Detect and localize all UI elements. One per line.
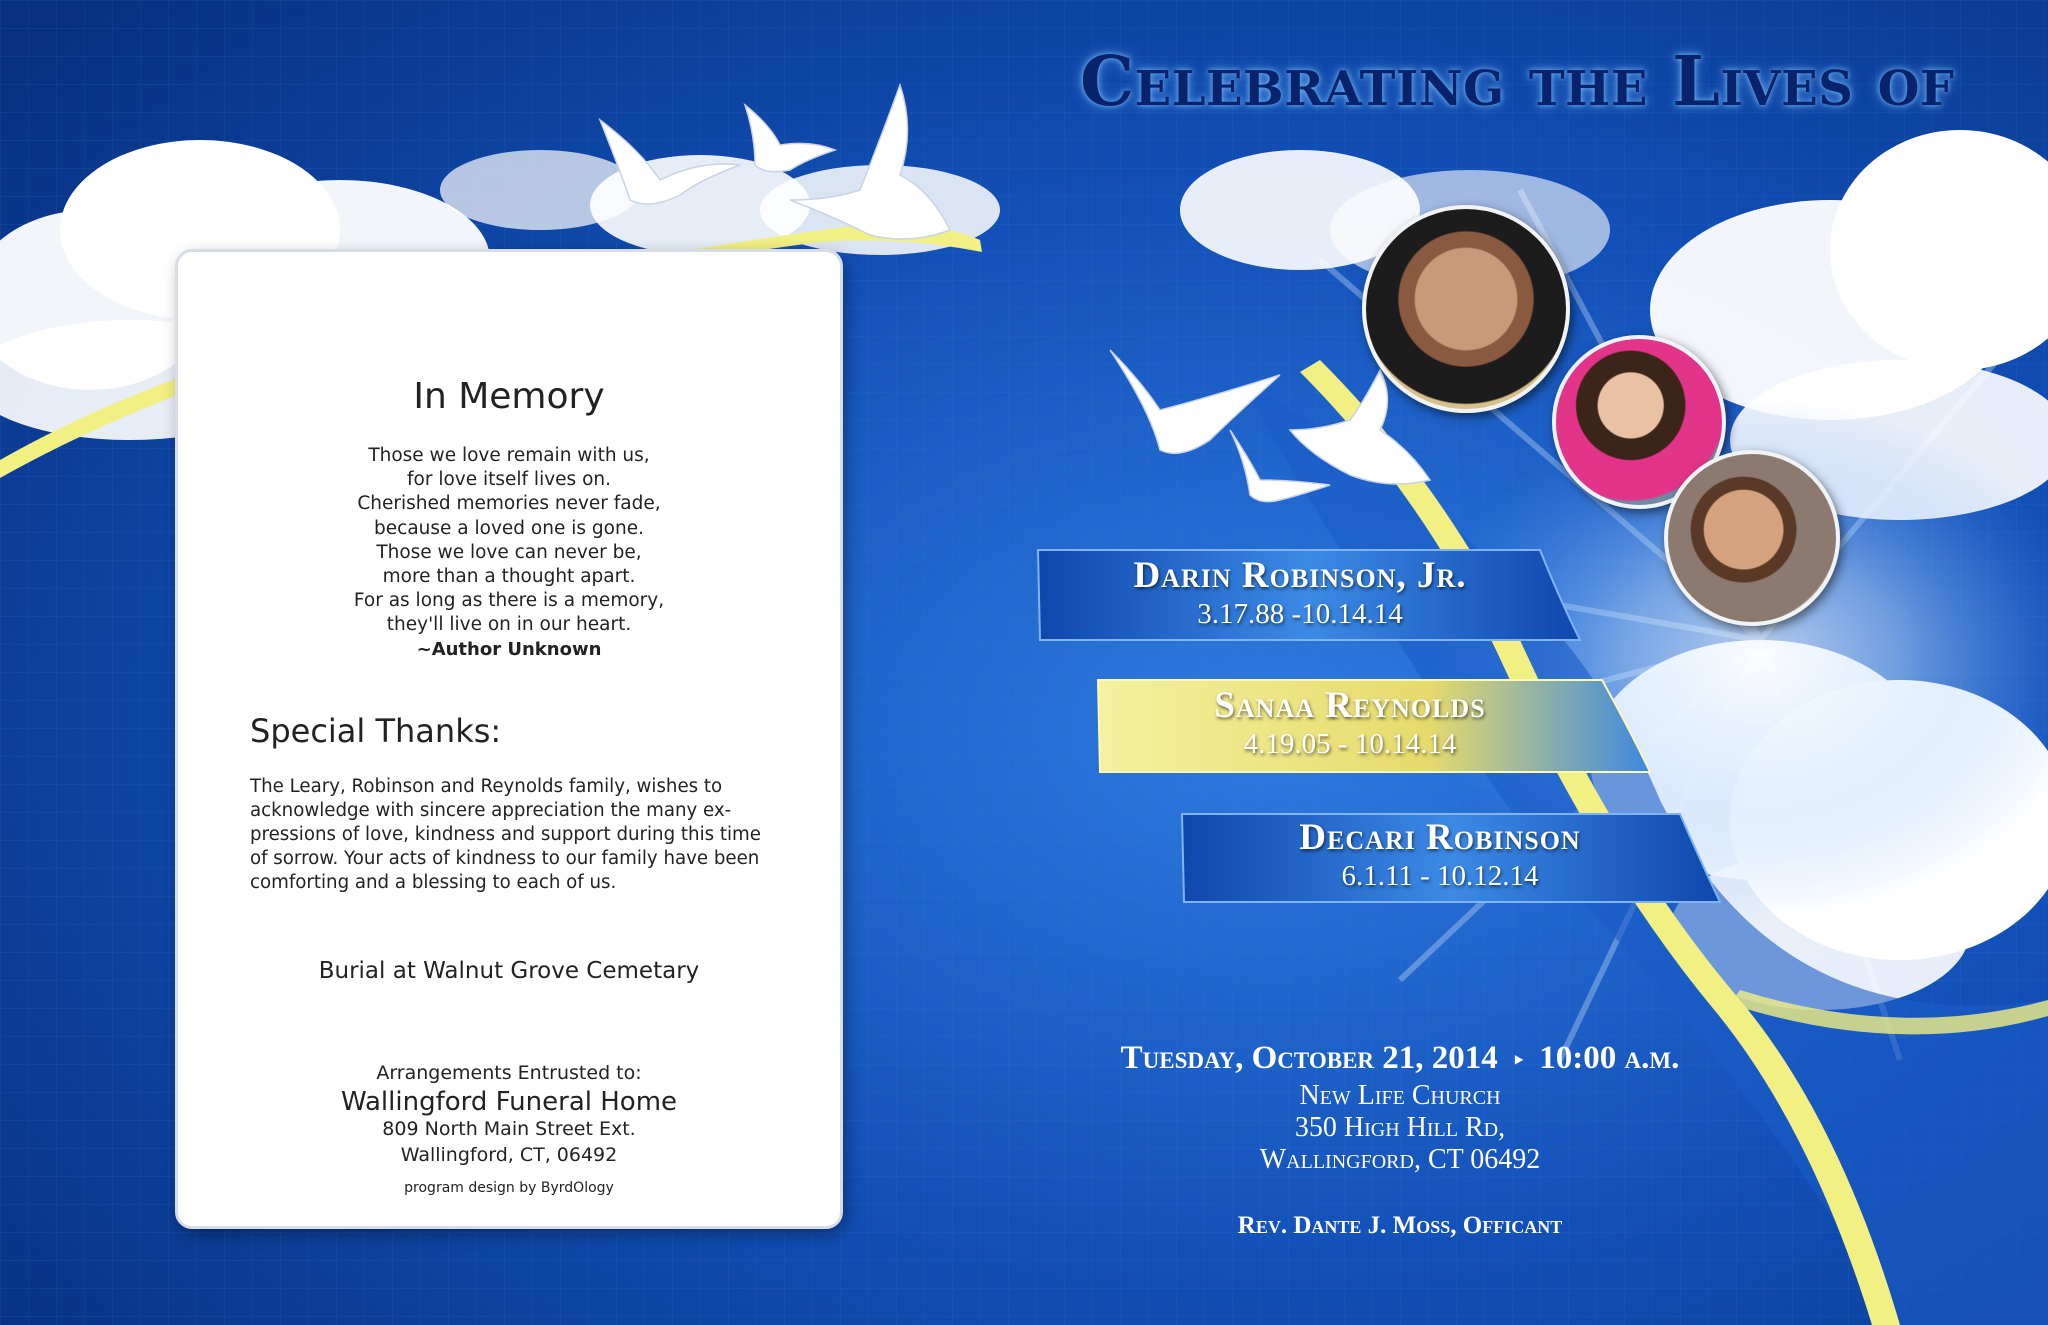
headline: Celebrating the Lives of	[1080, 42, 1955, 122]
funeral-home-address-1: 809 North Main Street Ext.	[382, 1118, 636, 1140]
decedent-banner-2	[1100, 684, 1600, 768]
church-address-1: 350 High Hill Rd,	[1294, 1112, 1506, 1143]
poem-line: because a loved one is gone.	[374, 517, 644, 539]
poem-line: For as long as there is a memory,	[353, 590, 665, 612]
poem-line: more than a thought apart.	[382, 566, 636, 588]
decedent-name: Sanaa Reynolds	[1214, 685, 1486, 726]
photo-decari	[1664, 450, 1840, 626]
photo-darin	[1362, 205, 1570, 413]
funeral-home-address-2: Wallingford, CT, 06492	[400, 1144, 618, 1166]
separator-icon: ‣	[1512, 1048, 1526, 1073]
decedent-dates: 6.1.11 - 10.12.14	[1341, 860, 1539, 892]
decedent-dates: 3.17.88 -10.14.14	[1197, 598, 1403, 630]
service-time: 10:00 a.m.	[1539, 1040, 1680, 1076]
thanks-line: pressions of love, kindness and support during this time	[250, 824, 761, 845]
memorial-card-content	[178, 252, 840, 1226]
service-date: Tuesday, October 21, 2014	[1120, 1040, 1498, 1076]
design-credit: program design by ByrdOlogy	[404, 1180, 614, 1196]
memorial-poem	[178, 444, 840, 662]
poem-line: Those we love can never be,	[376, 541, 642, 563]
decedent-dates: 4.19.05 - 10.14.14	[1243, 728, 1457, 760]
decedent-banner-1	[1050, 554, 1550, 638]
poem-line: for love itself lives on.	[407, 469, 611, 491]
special-thanks-body	[250, 775, 810, 895]
thanks-line: of sorrow. Your acts of kindness to our family have been	[250, 848, 760, 869]
funeral-home-name: Wallingford Funeral Home	[340, 1087, 678, 1117]
burial-location: Burial at Walnut Grove Cemetary	[318, 958, 700, 984]
special-thanks-title: Special Thanks:	[250, 712, 502, 750]
thanks-line: comforting and a blessing to each of us.	[250, 872, 617, 893]
poem-line: Those we love remain with us,	[368, 445, 650, 466]
poem-line: they'll live on in our heart.	[386, 614, 632, 636]
church-name: New Life Church	[1299, 1080, 1501, 1111]
poem-line: Cherished memories never fade,	[357, 493, 661, 515]
thanks-line: The Leary, Robinson and Reynolds family, wishes to	[250, 776, 723, 797]
officiant: Rev. Dante J. Moss, Officant	[1237, 1212, 1563, 1239]
decedent-name: Darin Robinson, Jr.	[1133, 555, 1467, 596]
thanks-line: acknowledge with sincere appreciation the many ex-	[250, 800, 732, 821]
decedent-name: Decari Robinson	[1299, 817, 1581, 858]
poem-author: ~Author Unknown	[416, 638, 602, 660]
service-datetime	[1060, 1040, 1740, 1077]
decedent-banner-3	[1190, 816, 1690, 900]
arrangements-label: Arrangements Entrusted to:	[376, 1062, 642, 1084]
church-address-2: Wallingford, CT 06492	[1259, 1144, 1541, 1175]
in-memory-title: In Memory	[413, 376, 605, 417]
